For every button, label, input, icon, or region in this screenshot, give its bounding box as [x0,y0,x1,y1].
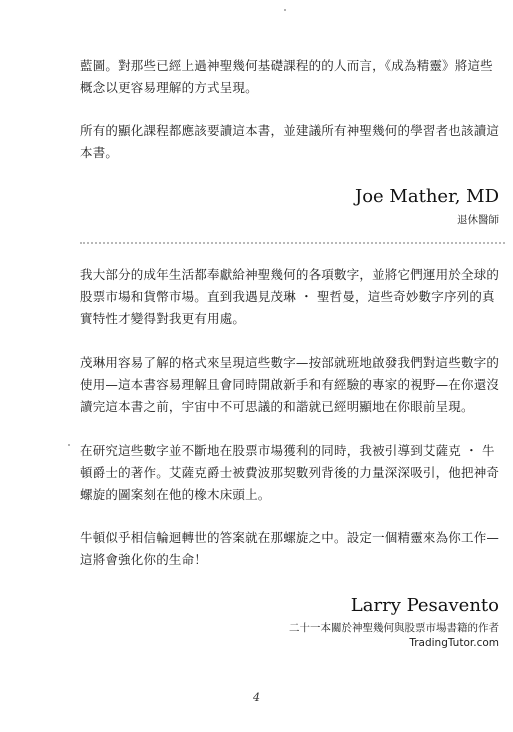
signature-name-1: Joe Mather, MD [355,186,499,207]
body-paragraph-2: 茂琳用容易了解的格式來呈現這些數字—按部就班地啟發我們對這些數字的 使用—這本書容易理解且會同時開啟新手和有經驗的專家的視野—在你還沒 讀完這本書之前，宇宙中不可思議的和諧就已經明顯地在你眼前呈現。 [80,355,500,414]
page-number: 4 [253,691,260,704]
scan-speck [68,444,70,446]
intro-paragraph-2: 所有的顯化課程都應該要讀這本書，並建議所有神聖幾何的學習者也該讀這 本書。 [80,123,500,160]
signature-title-1: 退休醫師 [457,214,499,226]
body-paragraph-4: 牛頓似乎相信輪迴轉世的答案就在那螺旋之中。設定一個精靈來為你工作— 這將會強化你的生命！ [80,530,500,567]
signature-name-2: Larry Pesavento [350,595,499,616]
scan-speck [284,9,286,11]
author-website: TradingTutor.com [409,637,499,649]
section-divider [80,242,505,244]
intro-paragraph-1: 藍圖。對那些已經上過神聖幾何基礎課程的的人而言，《成為精靈》將這些 概念以更容易理解的方式呈現。 [80,58,493,95]
body-paragraph-1: 我大部分的成年生活都奉獻給神聖幾何的各項數字，並將它們運用於全球的 股票市場和貨幣市場。直到我遇見茂琳 ・ 聖哲曼，這些奇妙數字序列的真 實特性才變得對我更有用處。 [80,267,500,326]
body-paragraph-3: 在研究這些數字並不斷地在股票市場獲利的同時，我被引導到艾薩克 ・ 牛 頓爵士的著作。艾薩克爵士被費波那契數列背後的力量深深吸引，他把神奇 螺旋的圖案刻在他的橡木床頭上。 [80,443,500,502]
signature-title-2: 二十一本關於神聖幾何與股票市場書籍的作者 [289,622,499,634]
